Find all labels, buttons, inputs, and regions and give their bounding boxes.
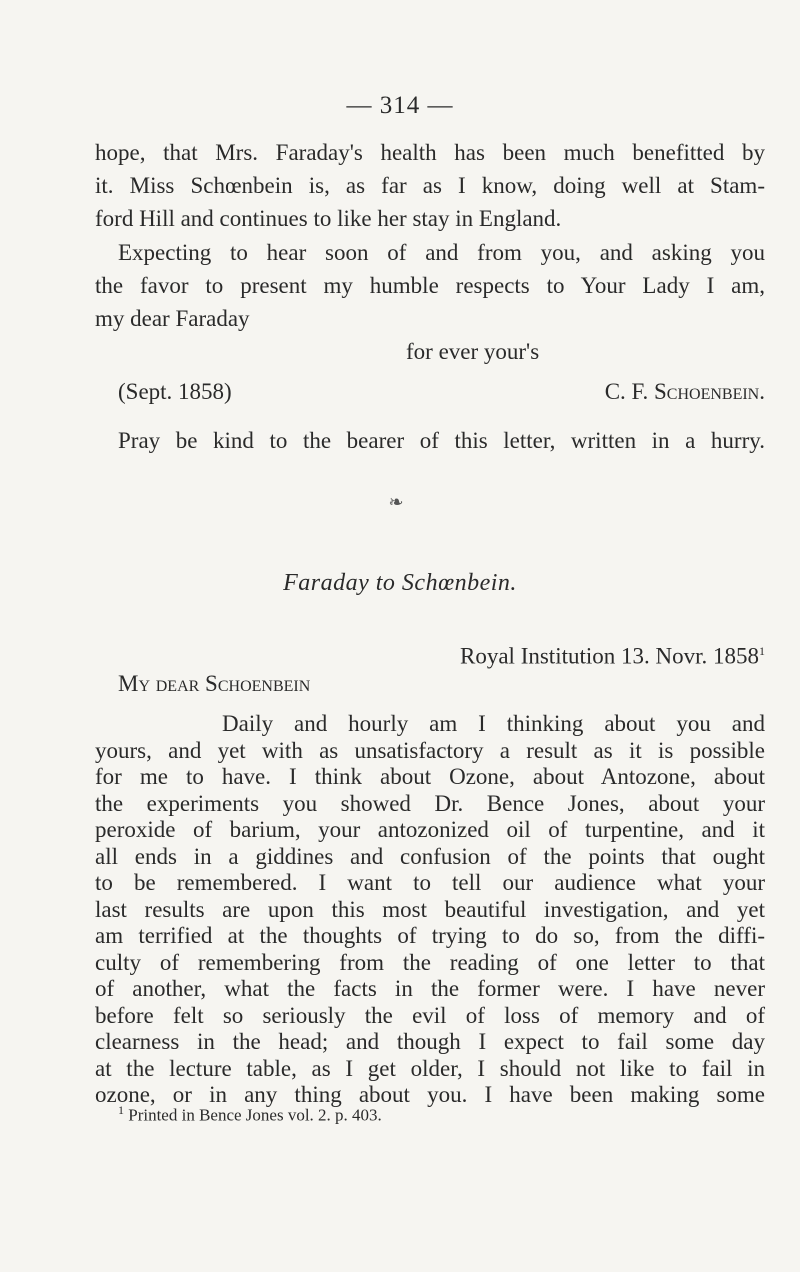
text-line: last results are upon this most beautiful investigation, and yet [95, 896, 765, 922]
text-line: hope, that Mrs. Faraday's health has been much benefitted by [95, 140, 765, 165]
footnote-marker: 1 [759, 644, 765, 658]
footnote [118, 1103, 382, 1126]
address-text: Royal Institution 13. Novr. 1858 [460, 643, 759, 669]
text-line: of another, what the facts in the former were. I have never [95, 976, 765, 1001]
text-line: yours, and yet with as unsatisfactory a result as it is possible [95, 737, 765, 763]
text-line: the favor to present my humble respects to Your Lady I am, [95, 273, 765, 298]
text-line: ford Hill and continues to like her stay in England. [95, 206, 562, 231]
postscript: Pray be kind to the bearer of this letter, written in a hurry. [118, 428, 765, 453]
text-line: culty of remembering from the reading of one letter to that [95, 949, 765, 975]
letter-address [370, 636, 765, 672]
text-line: the experiments you showed Dr. Bence Jones, about your [95, 790, 765, 816]
letter-date: (Sept. 1858) [118, 379, 232, 404]
text-line: clearness in the head; and though I expect to fail some day [95, 1029, 765, 1054]
text-line: to be remembered. I want to tell our audience what your [95, 870, 765, 895]
footnote-marker: 1 [118, 1103, 124, 1117]
text-line: peroxide of barium, your antozonized oil of turpentine, and it [95, 817, 765, 842]
text-line: at the lecture table, as I get older, I should not like to fail in [95, 1055, 765, 1081]
closing-line: for ever your's [406, 339, 540, 364]
letter-heading: Faraday to Schœnbein. [283, 570, 517, 596]
signature: C. F. Schoenbein. [604, 379, 765, 404]
text-line: all ends in a giddines and confusion of the points that ought [95, 843, 765, 869]
text-line: am terrified at the thoughts of trying to do so, from the diffi- [95, 923, 765, 948]
text-line: it. Miss Schœnbein is, as far as I know, doing well at Stam- [95, 173, 765, 198]
text-line: before felt so seriously the evil of loss of memory and of [95, 1002, 765, 1028]
text-line: ozone, or in any thing about you. I have been making some [95, 1082, 765, 1107]
text-line: Expecting to hear soon of and from you, and asking you [118, 240, 765, 265]
printer-ornament-icon: ❧ [388, 492, 404, 512]
footnote-text: Printed in Bence Jones vol. 2. p. 403. [128, 1105, 382, 1125]
text-line: my dear Faraday [95, 306, 250, 331]
text-line: for me to have. I think about Ozone, about Antozone, about [95, 764, 765, 789]
page-number: — 314 — [346, 92, 454, 119]
text-line: Daily and hourly am I thinking about you and [222, 711, 765, 736]
salutation: My dear Schoenbein [118, 671, 311, 696]
